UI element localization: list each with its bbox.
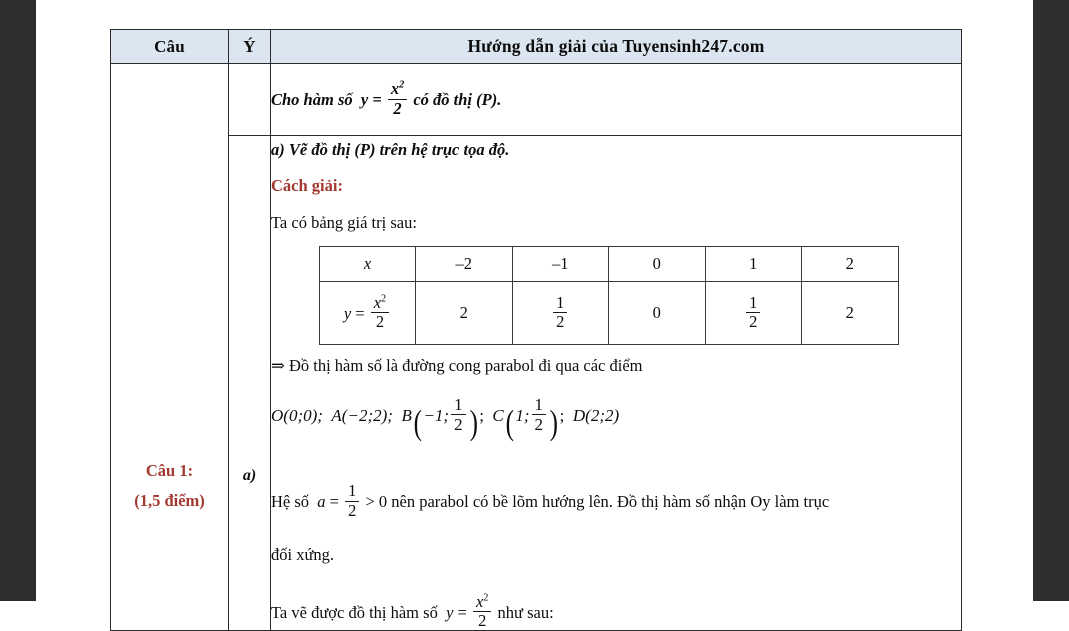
question-number: Câu 1: bbox=[145, 461, 194, 480]
value-table-cell-y-3 bbox=[705, 281, 802, 344]
question-label-block bbox=[111, 456, 228, 516]
problem-statement-suffix: có đồ thị (P). bbox=[413, 89, 502, 109]
coefficient-fraction: $\frac{1}{2}$ bbox=[345, 483, 359, 519]
value-table-row-y bbox=[320, 281, 899, 344]
conclusion-line: ⇒ Đồ thị hàm số là đường cong parabol đi qua các điểm bbox=[271, 355, 643, 375]
points-line bbox=[271, 395, 961, 443]
final-equals: = bbox=[457, 602, 467, 622]
value-table-wrapper bbox=[271, 246, 961, 345]
coefficient-equals: = bbox=[329, 491, 339, 511]
cell-fraction-half-1: $\frac{1}{2}$ bbox=[553, 295, 567, 331]
final-y: y bbox=[446, 602, 454, 622]
point-c: C(1; $\frac{1}{2}$ ); bbox=[492, 395, 565, 443]
part-a-heading: a) Vẽ đồ thị (P) trên hệ trục tọa độ. bbox=[271, 140, 510, 159]
point-b-x: −1; bbox=[423, 406, 450, 426]
header-cell-cau: Câu bbox=[111, 30, 229, 64]
solution-table bbox=[110, 29, 962, 631]
fraction-exponent: 2 bbox=[399, 79, 405, 91]
value-table-cell-x-3: 1 bbox=[705, 246, 802, 281]
formula-equals: = bbox=[372, 89, 382, 109]
value-table-cell-y-2: 0 bbox=[609, 281, 706, 344]
point-a: A(−2;2); bbox=[331, 406, 393, 426]
table-header-row bbox=[111, 30, 962, 64]
point-d: D(2;2) bbox=[572, 406, 620, 426]
fraction-x2-over-2 bbox=[388, 81, 407, 117]
point-b-paren-close: ) bbox=[469, 403, 478, 443]
formula-y: y bbox=[360, 89, 369, 109]
coefficient-a: a bbox=[317, 491, 326, 511]
point-c-paren-open: ( bbox=[505, 403, 514, 443]
viewer-letterbox-right bbox=[1033, 0, 1069, 601]
point-c-paren-close: ) bbox=[549, 403, 559, 443]
point-b: B(−1; $\frac{1}{2}$ ); bbox=[401, 395, 484, 443]
point-b-fraction: $\frac{1}{2}$ bbox=[451, 396, 466, 433]
value-table-label-x: x bbox=[320, 246, 416, 281]
value-table-cell-y-4: 2 bbox=[802, 281, 899, 344]
value-label-denominator: 2 bbox=[375, 312, 385, 331]
header-cell-guide: Hướng dẫn giải của Tuyensinh247.com bbox=[271, 30, 962, 64]
final-fraction: $\frac{x^2}{2}$ bbox=[473, 594, 491, 630]
method-heading: Cách giải: bbox=[271, 175, 343, 195]
cell-fraction-half-2: $\frac{1}{2}$ bbox=[746, 295, 760, 331]
value-table-cell-y-0: 2 bbox=[416, 281, 513, 344]
cell-solution-body bbox=[271, 136, 962, 631]
value-table bbox=[319, 246, 899, 345]
point-c-x: 1; bbox=[515, 406, 530, 426]
table-row-solution bbox=[111, 136, 962, 631]
point-b-name: B bbox=[401, 406, 412, 426]
value-label-numerator: x bbox=[373, 292, 382, 312]
coefficient-prefix: Hệ số bbox=[271, 491, 310, 511]
question-points: (1,5 điểm) bbox=[134, 491, 205, 510]
fraction-numerator: x bbox=[390, 79, 400, 98]
final-line-prefix: Ta vẽ được đồ thị hàm số bbox=[271, 602, 438, 622]
final-line bbox=[271, 591, 961, 631]
value-label-fraction bbox=[371, 292, 389, 331]
value-table-cell-x-1: –1 bbox=[512, 246, 609, 281]
coefficient-line-cont: đối xứng. bbox=[271, 545, 335, 565]
value-table-cell-x-2: 0 bbox=[609, 246, 706, 281]
fraction-denominator: 2 bbox=[393, 98, 402, 118]
value-table-cell-x-0: –2 bbox=[416, 246, 513, 281]
viewer-letterbox-left bbox=[0, 0, 36, 601]
problem-statement bbox=[271, 81, 961, 117]
point-b-paren-open: ( bbox=[413, 403, 422, 443]
value-table-cell-y-1 bbox=[512, 281, 609, 344]
final-line-suffix: như sau: bbox=[497, 602, 554, 622]
cell-part-marker bbox=[229, 136, 271, 631]
coefficient-suffix: > 0 nên parabol có bề lõm hướng lên. Đồ thị hàm số nhận Oy làm trục bbox=[365, 491, 830, 511]
part-marker-a: a) bbox=[242, 467, 257, 484]
point-c-name: C bbox=[492, 406, 504, 426]
value-table-label-y bbox=[320, 281, 416, 344]
coefficient-line bbox=[271, 483, 961, 519]
value-label-y: y bbox=[343, 303, 352, 323]
value-table-intro: Ta có bảng giá trị sau: bbox=[271, 213, 417, 232]
value-table-row-x bbox=[320, 246, 899, 281]
cell-question-number bbox=[111, 64, 229, 631]
cell-part-empty bbox=[229, 64, 271, 136]
table-row-intro bbox=[111, 64, 962, 136]
header-cell-y: Ý bbox=[229, 30, 271, 64]
document-page bbox=[36, 0, 1033, 631]
problem-statement-prefix: Cho hàm số bbox=[271, 89, 353, 109]
point-c-fraction: $\frac{1}{2}$ bbox=[532, 396, 547, 433]
value-table-cell-x-4: 2 bbox=[802, 246, 899, 281]
value-label-equals: = bbox=[355, 303, 365, 323]
value-label-exponent: 2 bbox=[381, 293, 387, 304]
cell-problem-statement bbox=[271, 64, 962, 136]
point-o: O(0;0); bbox=[271, 406, 323, 426]
